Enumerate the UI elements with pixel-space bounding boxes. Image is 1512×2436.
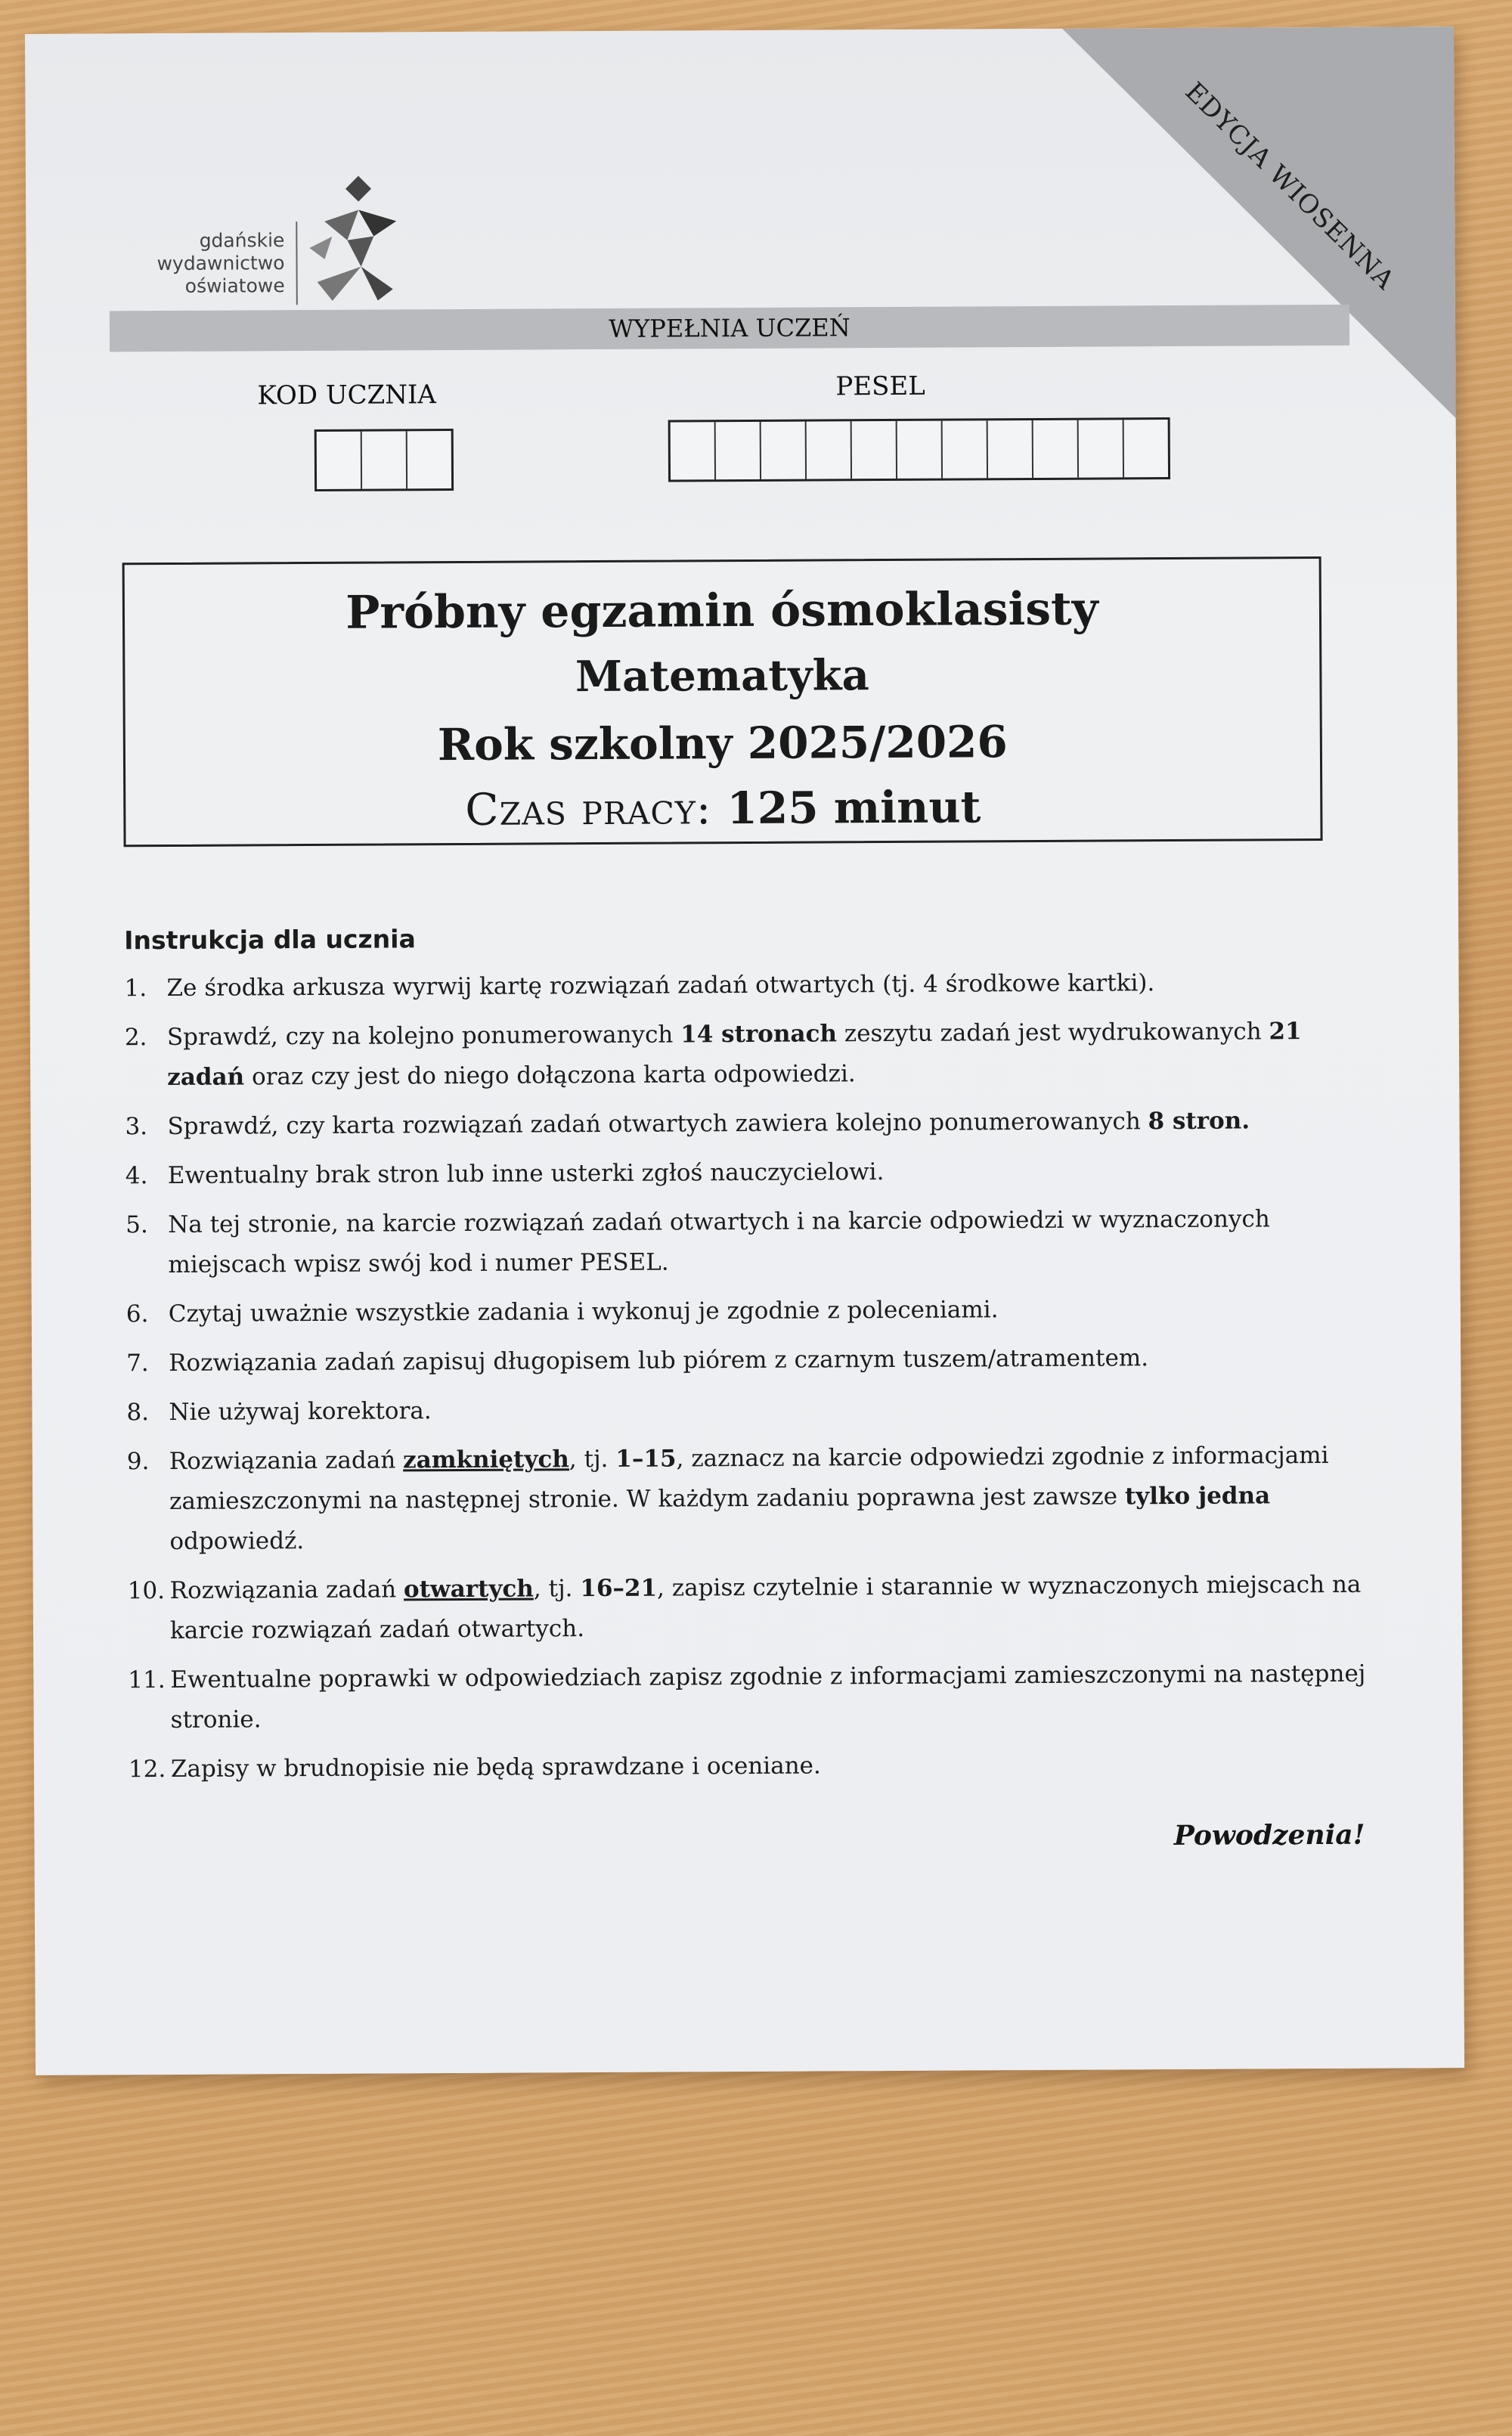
instruction-text: Ewentualny brak stron lub inne usterki zgłoś nauczycielowi. [167, 1158, 885, 1189]
instruction-number: 10. [127, 1577, 166, 1605]
kod-ucznia-label: KOD UCZNIA [257, 380, 437, 411]
kod-ucznia-input[interactable] [314, 429, 454, 491]
instruction-item [125, 1150, 1380, 1197]
instruction-text: Rozwiązania zadań otwartych, tj. 16–21, zapisz czytelnie i starannie w wyznaczonych miejscach na karcie rozwiązań zadań otwartych. [169, 1570, 1362, 1644]
publisher-name [109, 229, 284, 298]
instruction-item [125, 1101, 1380, 1148]
instructions-list [124, 962, 1383, 1790]
instruction-number: 3. [125, 1113, 148, 1141]
instruction-item [124, 962, 1379, 1009]
instruction-text: Zapisy w brudnopisie nie będą sprawdzane i oceniane. [170, 1752, 821, 1783]
instruction-text: Rozwiązania zadań zapisuj długopisem lub piórem z czarnym tuszem/atramentem. [169, 1344, 1149, 1377]
kod-cell[interactable] [407, 431, 451, 488]
exam-school-year: Rok szkolny 2025/2026 [437, 716, 1008, 771]
instruction-number: 2. [124, 1024, 147, 1052]
pesel-cell[interactable] [988, 420, 1033, 478]
instruction-item [126, 1387, 1381, 1433]
pesel-cell[interactable] [943, 420, 988, 478]
pesel-input[interactable] [668, 417, 1170, 482]
instruction-text: Czytaj uważnie wszystkie zadania i wykonuj je zgodnie z poleceniami. [168, 1296, 999, 1328]
pesel-cell[interactable] [1124, 420, 1168, 477]
pesel-label: PESEL [835, 370, 925, 402]
instructions-section [124, 919, 1383, 1799]
exam-title-box [122, 556, 1323, 847]
time-value: 125 minut [727, 781, 981, 835]
instruction-item [126, 1288, 1381, 1335]
pesel-cell[interactable] [716, 422, 761, 479]
instruction-item [127, 1436, 1383, 1563]
instruction-text: Nie używaj korektora. [169, 1397, 432, 1426]
logo-divider [296, 222, 298, 305]
closing-text: Powodzenia! [1173, 1818, 1365, 1852]
pesel-cell[interactable] [1033, 420, 1079, 478]
instruction-item [128, 1565, 1383, 1652]
pesel-cell[interactable] [671, 422, 716, 479]
exam-duration [125, 779, 1320, 837]
instruction-item [126, 1337, 1381, 1384]
pesel-cell[interactable] [1079, 420, 1124, 477]
publisher-line-2: wydawnictwo [156, 252, 285, 275]
publisher-logo [109, 145, 412, 313]
student-fill-title: WYPEŁNIA UCZEŃ [609, 313, 850, 343]
kod-cell[interactable] [317, 432, 362, 489]
student-fill-header [110, 305, 1349, 352]
kod-cell[interactable] [362, 431, 407, 488]
instruction-text: Sprawdź, czy na kolejno ponumerowanych 14 stronach zeszytu zadań jest wydrukowanych 21 zadań oraz czy jest do niego dołączona karta odpowiedzi. [166, 1018, 1302, 1091]
edition-label: EDYCJA WIOSENNA [1179, 76, 1401, 296]
exam-title: Próbny egzamin ósmoklasisty [345, 582, 1098, 640]
instruction-item [125, 1012, 1380, 1099]
instruction-item [129, 1743, 1383, 1790]
pesel-cell[interactable] [761, 422, 807, 479]
time-label: Czas pracy: [465, 783, 712, 835]
exam-subject: Matematyka [575, 650, 869, 702]
instruction-number: 12. [128, 1756, 166, 1784]
instruction-number: 5. [125, 1211, 148, 1239]
edition-corner-band [1062, 26, 1458, 422]
publisher-line-3: oświatowe [184, 274, 285, 297]
instructions-heading: Instrukcja dla ucznia [124, 924, 416, 956]
instruction-number: 4. [125, 1162, 148, 1190]
instruction-number: 1. [124, 975, 147, 1003]
instruction-number: 6. [125, 1300, 149, 1328]
exam-booklet-page [25, 26, 1464, 2075]
instruction-item [125, 1199, 1381, 1286]
instruction-text: Sprawdź, czy karta rozwiązań zadań otwartych zawiera kolejno ponumerowanych 8 stron. [167, 1107, 1250, 1140]
pesel-cell[interactable] [852, 421, 897, 479]
instruction-number: 9. [126, 1448, 150, 1476]
publisher-line-1: gdańskie [199, 229, 285, 252]
pesel-cell[interactable] [897, 421, 943, 479]
instruction-text: Ze środka arkusza wyrwij kartę rozwiązań zadań otwartych (tj. 4 środkowe kartki). [166, 969, 1155, 1003]
instruction-text: Rozwiązania zadań zamkniętych, tj. 1–15, zaznacz na karcie odpowiedzi zgodnie z informacjami zamieszczonymi na następnej stronie. W każdym zadaniu poprawna jest zawsze tylko jedna odpowiedź. [169, 1441, 1329, 1555]
instruction-text: Ewentualne poprawki w odpowiedziach zapisz zgodnie z informacjami zamieszczonymi na następnej stronie. [170, 1660, 1366, 1734]
instruction-number: 7. [126, 1350, 149, 1378]
instruction-item [128, 1654, 1383, 1741]
instruction-number: 8. [126, 1399, 150, 1427]
instruction-text: Na tej stronie, na karcie rozwiązań zadań otwartych i na karcie odpowiedzi w wyznaczonych miejscach wpisz swój kod i numer PESEL. [168, 1205, 1270, 1278]
pesel-cell[interactable] [807, 421, 852, 479]
tangram-figure-icon [302, 175, 416, 305]
instruction-number: 11. [128, 1666, 166, 1694]
